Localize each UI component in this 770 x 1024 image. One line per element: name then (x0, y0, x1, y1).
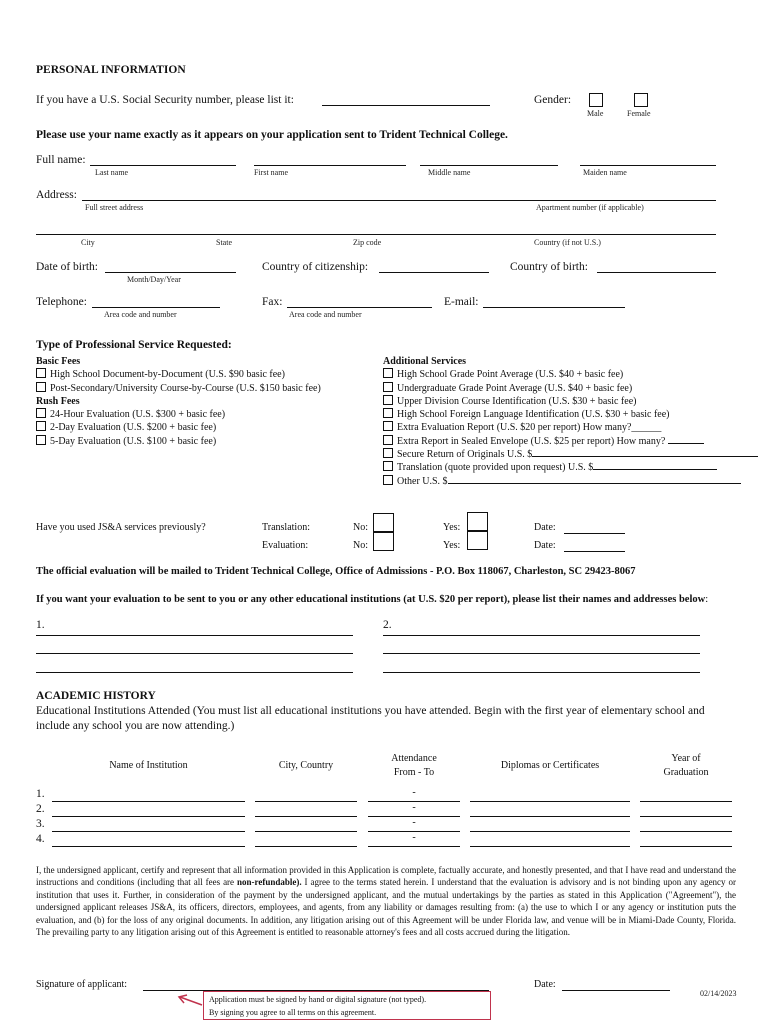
recipient-2-number: 2. (383, 619, 392, 631)
country-caption: Country (if not U.S.) (534, 238, 601, 247)
col-attendance-header: Attendance (391, 753, 437, 764)
translation-date-label: Date: (534, 522, 556, 533)
recipient-2-line[interactable] (383, 635, 700, 636)
secure-return-amount-field[interactable] (532, 456, 758, 457)
evaluation-date-field[interactable] (564, 551, 625, 552)
translation-label: Translation: (262, 522, 310, 533)
checkbox-icon[interactable] (383, 421, 393, 431)
checkbox-icon[interactable] (383, 408, 393, 418)
female-checkbox[interactable] (634, 93, 648, 107)
arrow-icon (176, 992, 204, 1010)
last-name-caption: Last name (95, 168, 129, 177)
middle-name-caption: Middle name (428, 168, 471, 177)
signature-date-field[interactable] (562, 990, 670, 991)
diploma-field[interactable] (470, 831, 630, 832)
service-option[interactable] (36, 368, 321, 381)
full-name-label: Full name: (36, 154, 86, 166)
recipient-1-number: 1. (36, 619, 45, 631)
service-option[interactable] (383, 395, 758, 408)
citizenship-field[interactable] (379, 272, 489, 273)
translation-no-label: No: (353, 522, 368, 533)
signature-notice (203, 991, 491, 1020)
evaluation-no-checkbox[interactable] (373, 532, 394, 551)
service-label: Post-Secondary/University Course-by-Course (U.S. $150 basic fee) (50, 382, 321, 394)
fax-field[interactable] (287, 307, 432, 308)
service-option[interactable] (383, 435, 758, 448)
checkbox-icon[interactable] (383, 395, 393, 405)
institution-field[interactable] (52, 831, 245, 832)
street-caption: Full street address (85, 203, 144, 212)
service-label: Translation (quote provided upon request) U.S. $ (397, 462, 594, 474)
service-option[interactable] (383, 421, 758, 434)
dob-label: Date of birth: (36, 261, 98, 273)
evaluation-yes-checkbox[interactable] (467, 531, 488, 550)
email-label: E-mail: (444, 296, 479, 308)
other-amount-field[interactable] (448, 483, 741, 484)
attendance-dash: - (412, 802, 416, 813)
service-option[interactable] (383, 382, 758, 395)
translation-yes-label: Yes: (443, 522, 461, 533)
translation-amount-field[interactable] (593, 469, 717, 470)
telephone-label: Telephone: (36, 296, 87, 308)
city-country-field[interactable] (255, 801, 357, 802)
service-option[interactable] (36, 421, 321, 434)
service-option[interactable] (36, 435, 321, 448)
telephone-field[interactable] (92, 307, 220, 308)
ssn-field[interactable] (322, 105, 490, 106)
city-country-field[interactable] (255, 816, 357, 817)
citizenship-label: Country of citizenship: (262, 261, 369, 273)
checkbox-icon[interactable] (383, 448, 393, 458)
translation-no-checkbox[interactable] (373, 513, 394, 532)
col-diplomas-header: Diplomas or Certificates (500, 760, 600, 771)
birth-country-label: Country of birth: (510, 261, 588, 273)
checkbox-icon[interactable] (383, 461, 393, 471)
academic-heading: ACADEMIC HISTORY (36, 690, 156, 702)
rush-fees-heading: Rush Fees (36, 395, 80, 407)
academic-intro: Educational Institutions Attended (You must list all educational institutions you have attended. Begin with the first year of elementary school and include any school you are now attending.) (36, 705, 705, 732)
zip-caption: Zip code (353, 238, 382, 247)
checkbox-icon[interactable] (36, 435, 46, 445)
dob-field[interactable] (105, 272, 236, 273)
female-label: Female (627, 109, 651, 118)
basic-fees-heading: Basic Fees (36, 356, 81, 367)
fax-label: Fax: (262, 296, 283, 308)
recipient-1-line[interactable] (36, 635, 353, 636)
service-label: High School Document-by-Document (U.S. $90 basic fee) (50, 369, 285, 381)
translation-yes-checkbox[interactable] (467, 512, 488, 531)
evaluation-label: Evaluation: (262, 540, 309, 551)
service-label: High School Grade Point Average (U.S. $40 + basic fee) (397, 369, 624, 381)
service-label: 5-Day Evaluation (U.S. $100 + basic fee) (50, 435, 217, 447)
evaluation-yes-label: Yes: (443, 540, 461, 551)
service-option[interactable] (36, 408, 321, 421)
year-field[interactable] (640, 801, 732, 802)
recipient-1-line[interactable] (36, 672, 353, 673)
signature-notice-line-2: By signing you agree to all terms on this agreement. (209, 1008, 377, 1017)
year-field[interactable] (640, 846, 732, 847)
middle-name-field[interactable] (420, 165, 558, 166)
service-label: Upper Division Course Identification (U.S. $30 + basic fee) (397, 395, 637, 407)
recipient-2-line[interactable] (383, 653, 700, 654)
service-label: Extra Evaluation Report (U.S. $20 per report) How many?______ (397, 422, 662, 434)
address-label: Address: (36, 189, 77, 201)
apartment-caption: Apartment number (if applicable) (536, 203, 644, 212)
col-name-header: Name of Institution (109, 760, 188, 771)
basic-rush-column (36, 355, 321, 448)
row-number: 2. (36, 803, 45, 815)
service-option[interactable] (383, 448, 758, 461)
maiden-name-caption: Maiden name (583, 168, 627, 177)
city-caption: City (81, 238, 95, 247)
telephone-caption: Area code and number (104, 310, 177, 319)
service-option[interactable] (36, 382, 321, 395)
service-label: Extra Report in Sealed Envelope (U.S. $25 per report) How many? (397, 435, 666, 447)
diploma-field[interactable] (470, 801, 630, 802)
city-country-field[interactable] (255, 831, 357, 832)
checkbox-icon[interactable] (383, 382, 393, 392)
diploma-field[interactable] (470, 816, 630, 817)
service-label: 24-Hour Evaluation (U.S. $300 + basic fee) (50, 409, 226, 421)
form-date: 02/14/2023 (700, 989, 737, 998)
previous-question: Have you used JS&A services previously? (36, 522, 206, 533)
name-note: Please use your name exactly as it appears on your application sent to Trident Technical College. (36, 129, 508, 141)
recipient-1-line[interactable] (36, 653, 353, 654)
col-year-header-2: Graduation (663, 767, 709, 778)
row-number: 4. (36, 833, 45, 845)
translation-date-field[interactable] (564, 533, 625, 534)
evaluation-date-label: Date: (534, 540, 556, 551)
attendance-dash: - (412, 832, 416, 843)
personal-heading: PERSONAL INFORMATION (36, 64, 186, 76)
maiden-name-field[interactable] (580, 165, 716, 166)
evaluation-no-label: No: (353, 540, 368, 551)
birth-country-field[interactable] (597, 272, 716, 273)
service-label: Secure Return of Originals U.S. $ (397, 449, 533, 461)
dob-caption: Month/Day/Year (127, 275, 181, 284)
services-heading: Type of Professional Service Requested: (36, 339, 232, 351)
year-field[interactable] (640, 831, 732, 832)
service-option[interactable] (383, 475, 758, 488)
checkbox-icon[interactable] (383, 368, 393, 378)
col-city-header: City, Country (278, 760, 334, 771)
checkbox-icon[interactable] (383, 475, 393, 485)
additional-services-heading: Additional Services (383, 356, 467, 367)
row-number: 3. (36, 818, 45, 830)
checkbox-icon[interactable] (36, 368, 46, 378)
extra-reports-note: If you want your evaluation to be sent to you or any other educational institutions (at U.S. $20 per report), please list their names and addresses below: (36, 594, 709, 605)
email-field[interactable] (483, 307, 625, 308)
official-mailing-note: The official evaluation will be mailed to Trident Technical College, Office of Admissions - P.O. Box 118067, Charleston, SC 29423-8067 (36, 566, 636, 577)
service-option[interactable] (383, 408, 758, 421)
checkbox-icon[interactable] (36, 382, 46, 392)
col-year-header: Year of (671, 753, 701, 764)
city-state-zip-field[interactable] (36, 234, 716, 235)
attendance-dash: - (412, 817, 416, 828)
recipient-2-line[interactable] (383, 672, 700, 673)
service-label: Undergraduate Grade Point Average (U.S. $40 + basic fee) (397, 382, 633, 394)
diploma-field[interactable] (470, 846, 630, 847)
checkbox-icon[interactable] (36, 408, 46, 418)
signature-label: Signature of applicant: (36, 979, 128, 990)
gender-label: Gender: (534, 94, 572, 106)
service-label: High School Foreign Language Identification (U.S. $30 + basic fee) (397, 409, 670, 421)
city-country-field[interactable] (255, 846, 357, 847)
checkbox-icon[interactable] (36, 421, 46, 431)
additional-services-column (383, 355, 758, 488)
last-name-field[interactable] (90, 165, 236, 166)
attendance-field[interactable] (368, 846, 460, 847)
attendance-dash: - (412, 787, 416, 798)
institution-field[interactable] (52, 846, 245, 847)
male-label: Male (587, 109, 604, 118)
signature-date-label: Date: (534, 979, 556, 990)
service-label: 2-Day Evaluation (U.S. $200 + basic fee) (50, 422, 217, 434)
street-field[interactable] (82, 200, 716, 201)
fax-caption: Area code and number (289, 310, 362, 319)
institution-field[interactable] (52, 801, 245, 802)
checkbox-icon[interactable] (383, 435, 393, 445)
male-checkbox[interactable] (589, 93, 603, 107)
ssn-label: If you have a U.S. Social Security number, please list it: (36, 94, 294, 106)
signature-notice-line-1: Application must be signed by hand or digital signature (not typed). (209, 995, 427, 1004)
first-name-caption: First name (254, 168, 288, 177)
service-option[interactable] (383, 461, 758, 474)
service-option[interactable] (383, 368, 758, 381)
service-label: Other U.S. $ (397, 475, 448, 487)
first-name-field[interactable] (254, 165, 406, 166)
year-field[interactable] (640, 816, 732, 817)
row-number: 1. (36, 788, 45, 800)
col-attendance-header-2: From - To (393, 767, 435, 778)
extra-sealed-count-field[interactable] (668, 443, 704, 444)
institution-field[interactable] (52, 816, 245, 817)
state-caption: State (216, 238, 232, 247)
certification-text: I, the undersigned applicant, certify and represent that all information provided in this Application is complete, factually accurate, and honestly presented, and that I have read and understand the instructions and conditions (including that all fees are non-refundable). I agree to the terms stated herein. I understand that the evaluation is advisory and is not binding upon any agency or institution that uses it. Further, in consideration of the payment by the undersigned applicant, and the mutual undertakings by the parties as stated in this Application ("Agreement"), the undersigned applicant releases JS&A, its officers, directors, employees, and agents, from any liability or damages resulting from: (a) the use to which I or any agency or institution puts the evaluation, and (b) for the loss of any original documents. In addition, any litigation arising out of this Agreement will be under Florida law, and venue will be in Miami-Dade County, Florida. The prevailing party to any litigation arising out of this Agreement is entitled to reasonable attorney's fees and all costs accrued during the litigation. (36, 865, 736, 938)
